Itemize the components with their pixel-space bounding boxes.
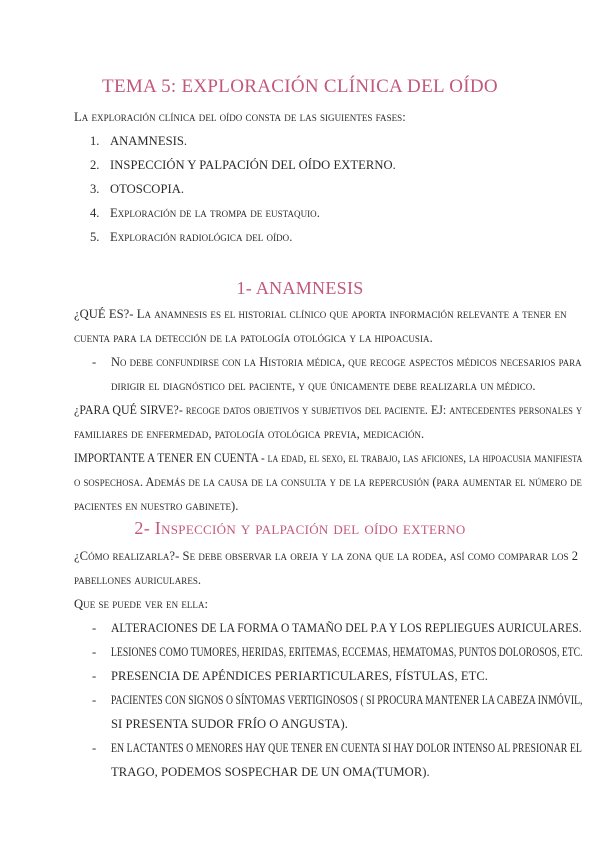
phase-item: Exploración de la trompa de eustaquio. [110,206,320,220]
bullet-line: dirigir el diagnóstico del paciente, y que únicamente debe realizarla un médico. [111,379,536,393]
paragraph-line: pacientes en nuestro gabinete). [74,499,239,513]
phase-item: INSPECCIÓN Y PALPACIÓN DEL OÍDO EXTERNO. [110,158,396,172]
paragraph-line: Que se puede ver en ella: [74,597,209,611]
phase-number: 5. [90,230,100,244]
paragraph-line: o sospechosa. Además de la causa de la consulta y de la repercusión (para aumentar el número de [74,475,582,489]
bullet-line: PRESENCIA DE APÉNDICES PERIARTICULARES, FÍSTULAS, ETC. [111,669,488,683]
paragraph-line: cuenta para la detección de la patología otológica y la hipoacusia. [74,331,433,345]
phase-number: 2. [90,158,100,172]
phase-number: 4. [90,206,100,220]
bullet-line: EN LACTANTES O MENORES HAY QUE TENER EN CUENTA SI HAY DOLOR INTENSO AL PRESIONAR EL [111,741,582,755]
paragraph-line: pabellones auriculares. [74,573,202,587]
paragraph-line: ¿PARA QUÉ SIRVE?- recoge datos objetivos y subjetivos del paciente. EJ: antecedentes personales y [74,403,583,417]
phase-item: ANAMNESIS. [110,134,188,148]
section-heading-anamnesis: 1- ANAMNESIS [236,278,364,298]
phase-number: 3. [90,182,100,196]
bullet-line: TRAGO, PODEMOS SOSPECHAR DE UN OMA(TUMOR). [111,765,430,779]
bullet-line: PACIENTES CON SIGNOS O SÍNTOMAS VERTIGINOSOS ( SI PROCURA MANTENER LA CABEZA INMÓVIL, [111,693,583,707]
bullet-dash: - [92,669,97,683]
bullet-dash: - [92,621,97,635]
paragraph-line: ¿Cómo realizarla?- Se debe observar la oreja y la zona que la rodea, así como comparar los 2 [74,549,579,563]
bullet-line: ALTERACIONES DE LA FORMA O TAMAÑO DEL P.A Y LOS REPLIEGUES AURICULARES. [111,621,582,635]
phase-item: Exploración radiológica del oído. [110,230,293,244]
paragraph-line: IMPORTANTE A TENER EN CUENTA - la edad, el sexo, el trabajo, las aficiones, la hipoacusia manifiesta [74,451,583,465]
page-title: TEMA 5: EXPLORACIÓN CLÍNICA DEL OÍDO [102,76,498,97]
bullet-dash: - [92,355,97,369]
phase-number: 1. [90,134,100,148]
section-heading-inspeccion: 2- Inspección y palpación del oído externo [134,518,466,538]
bullet-line: SI PRESENTA SUDOR FRÍO O ANGUSTA). [111,717,348,731]
paragraph-line: familiares de enfermedad, patología otológica previa, medicación. [74,427,425,441]
paragraph-line: ¿QUÉ ES?- La anamnesis es el historial clínico que aporta información relevante a tener en [74,307,567,321]
bullet-dash: - [92,645,97,659]
bullet-dash: - [92,741,97,755]
intro-text: La exploración clínica del oído consta de las siguientes fases: [74,110,406,124]
bullet-line: LESIONES COMO TUMORES, HERIDAS, ERITEMAS, ECCEMAS, HEMATOMAS, PUNTOS DOLOROSOS, ETC. [111,645,583,659]
bullet-dash: - [92,693,97,707]
bullet-line: No debe confundirse con la Historia médica, que recoge aspectos médicos necesarios para [111,355,582,369]
phase-item: OTOSCOPIA. [110,182,185,196]
